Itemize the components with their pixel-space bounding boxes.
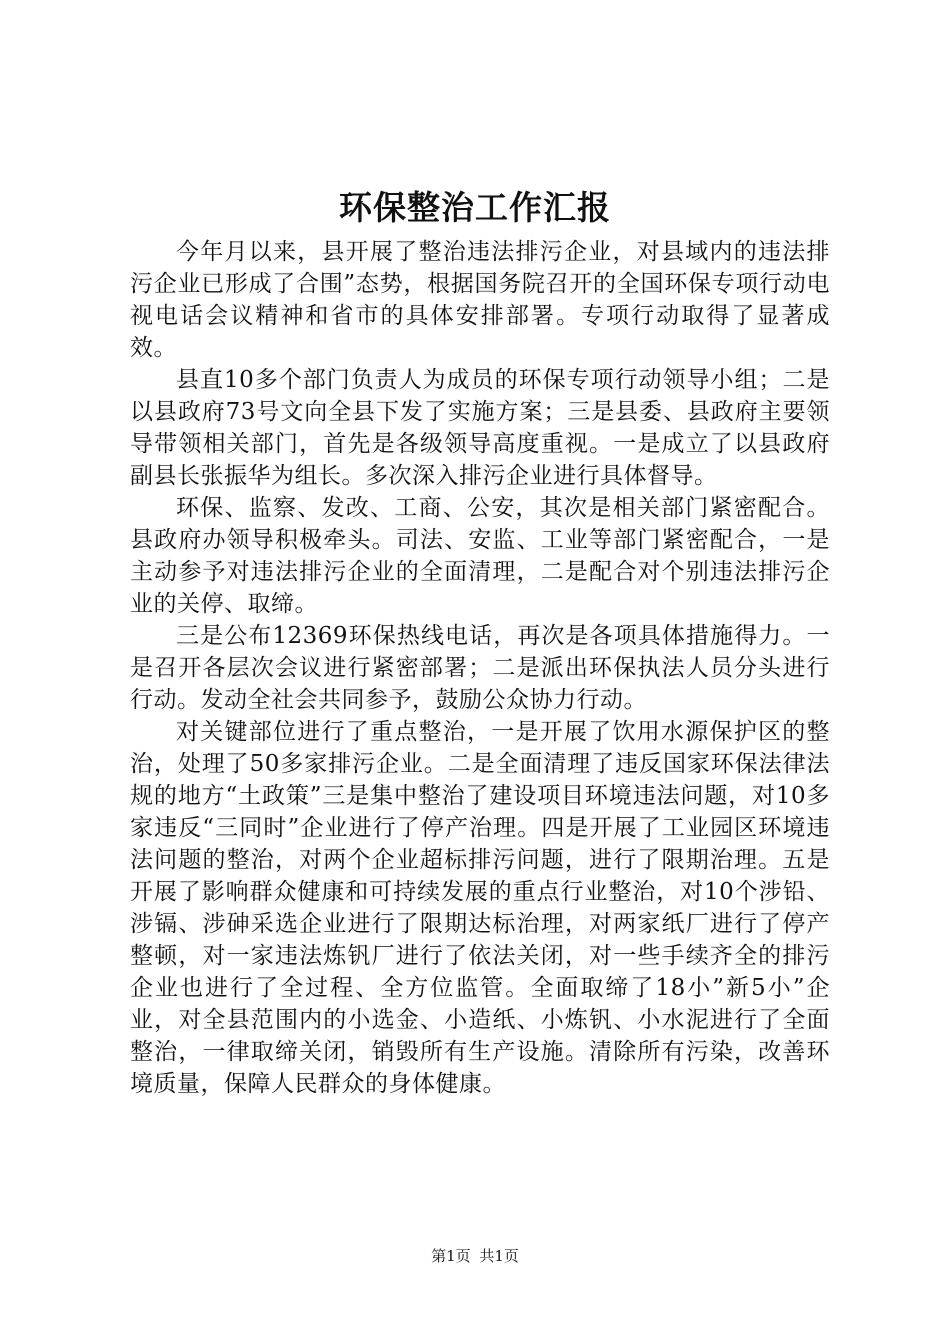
document-title: 环保整治工作汇报 xyxy=(339,188,611,227)
paragraph-1: 今年月以来，县开展了整治违法排污企业，对县域内的违法排污企业已形成了合围”态势，根据国务院召开的全国环保专项行动电视电话会议精神和省市的具体安排部署。专项行动取得了显著成效。 xyxy=(130,239,830,361)
paragraph-2: 县直10多个部门负责人为成员的环保专项行动领导小组；二是以县政府73号文向全县下发了实施方案；三是县委、县政府主要领导带领相关部门，首先是各级领导高度重视。一是成立了以县政府副县长张振华为组长。多次深入排污企业进行具体督导。 xyxy=(130,367,830,489)
paragraph-5: 对关键部位进行了重点整治，一是开展了饮用水源保护区的整治，处理了50多家排污企业。二是全面清理了违反国家环保法律法规的地方“土政策”三是集中整治了建设项目环境违法问题，对10多家违反“三同时”企业进行了停产治理。四是开展了工业园区环境违法问题的整治，对两个企业超标排污问题，进行了限期治理。五是开展了影响群众健康和可持续发展的重点行业整治，对10个涉铅、涉镉、涉砷采选企业进行了限期达标治理，对两家纸厂进行了停产整顿，对一家违法炼钒厂进行了依法关闭，对一些手续齐全的排污企业也进行了全过程、全方位监管。全面取缔了18小”新5小”企业，对全县范围内的小选金、小造纸、小炼钒、小水泥进行了全面整治，一律取缔关闭，销毁所有生产设施。清除所有污染，改善环境质量，保障人民群众的身体健康。 xyxy=(130,719,830,1097)
document-body xyxy=(130,236,830,1100)
page-footer xyxy=(0,1246,950,1266)
paragraph-4: 三是公布12369环保热线电话，再次是各项具体措施得力。一是召开各层次会议进行紧密部署；二是派出环保执法人员分头进行行动。发动全社会共同参予，鼓励公众协力行动。 xyxy=(130,623,830,713)
page-number: 第1页 xyxy=(431,1247,471,1265)
page-total: 共1页 xyxy=(479,1247,519,1265)
paragraph-3: 环保、监察、发改、工商、公安，其次是相关部门紧密配合。县政府办领导积极牵头。司法、安监、工业等部门紧密配合，一是主动参予对违法排污企业的全面清理，二是配合对个别违法排污企业的关停、取缔。 xyxy=(130,495,830,617)
